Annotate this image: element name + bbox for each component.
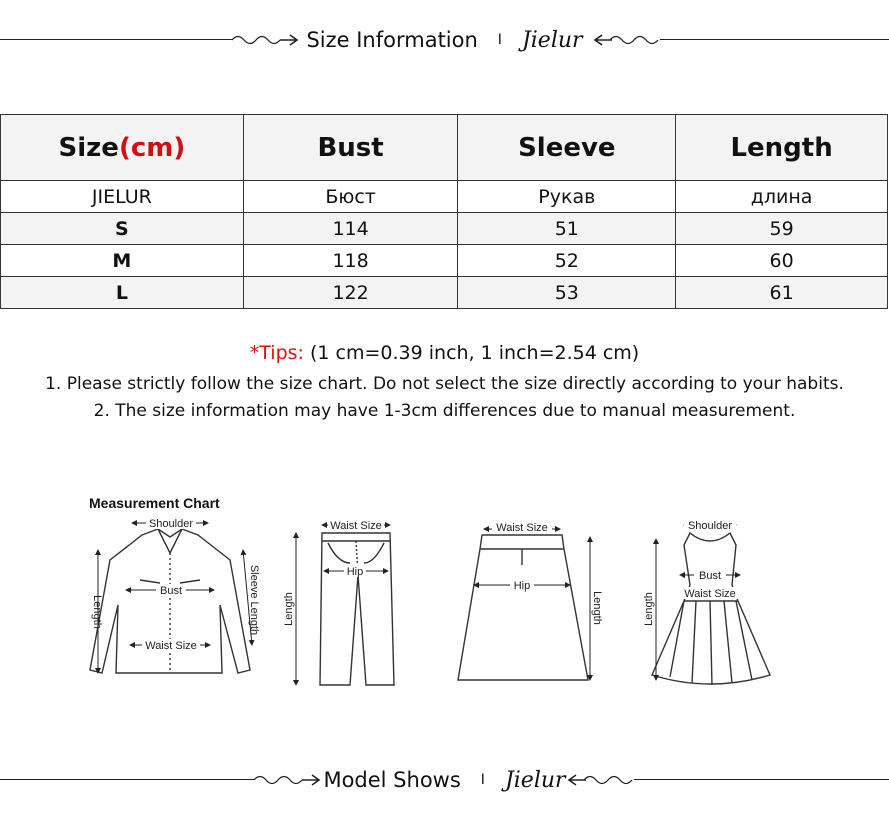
table-row <box>1 277 888 309</box>
table-row <box>1 213 888 245</box>
pants-hip-label: Hip <box>346 566 364 578</box>
table-cell: 52 <box>458 245 676 277</box>
table-cell: 61 <box>676 277 888 309</box>
skirt-illustration <box>458 535 588 680</box>
model-shows-banner <box>0 760 889 800</box>
table-cell: JIELUR <box>1 181 244 213</box>
brand-logo: Jielur <box>504 767 566 793</box>
shirt-sleeve-label: Sleeve Length <box>248 564 260 636</box>
column-header-size <box>1 115 244 181</box>
column-header-length: Length <box>676 115 888 181</box>
pants-length-label: Length <box>283 592 295 626</box>
size-table <box>0 114 888 309</box>
shirt-shoulder-label: Shoulder <box>148 518 194 530</box>
banner-title: Model Shows <box>323 768 461 792</box>
pants-waist-label: Waist Size <box>330 520 382 532</box>
ornament-right-icon <box>592 30 662 50</box>
dress-shoulder-label: Shoulder <box>687 520 733 532</box>
tips-line <box>0 342 889 364</box>
banner-text <box>0 760 889 800</box>
tips-label: *Tips: <box>249 342 304 364</box>
measurement-chart <box>80 505 800 705</box>
banner-rule-right <box>660 39 889 40</box>
table-cell: 53 <box>458 277 676 309</box>
table-cell: Бюст <box>243 181 458 213</box>
shirt-bust-label: Bust <box>159 585 183 597</box>
measurement-chart-title: Measurement Chart <box>89 495 220 511</box>
column-header-size-label: Size <box>58 132 119 163</box>
table-cell: 122 <box>243 277 458 309</box>
table-cell: Рукав <box>458 181 676 213</box>
shirt-waist-label: Waist Size <box>145 640 197 652</box>
size-cell: M <box>1 245 244 277</box>
table-cell: 114 <box>243 213 458 245</box>
column-header-unit: (cm) <box>118 132 186 163</box>
tips-conversion: (1 cm=0.39 inch, 1 inch=2.54 cm) <box>310 342 640 364</box>
table-cell: длина <box>676 181 888 213</box>
skirt-measurements <box>474 529 590 680</box>
table-cell: 59 <box>676 213 888 245</box>
brand-logo: Jielur <box>521 27 583 53</box>
tip-note-1: 1. Please strictly follow the size chart. Do not select the size directly according to your habits. <box>45 374 844 394</box>
translation-row <box>1 181 888 213</box>
size-cell: S <box>1 213 244 245</box>
skirt-waist-label: Waist Size <box>496 522 548 534</box>
dress-waist-label: Waist Size <box>684 588 736 600</box>
table-cell: 118 <box>243 245 458 277</box>
pants-measurements <box>296 525 390 685</box>
banner-title: Size Information <box>306 28 478 52</box>
skirt-length-label: Length <box>591 591 603 625</box>
column-header-sleeve: Sleeve <box>458 115 676 181</box>
size-cell: L <box>1 277 244 309</box>
dress-bust-label: Bust <box>698 570 722 582</box>
dress-length-label: Length <box>643 592 655 626</box>
dress-measurements <box>656 525 740 680</box>
ornament-right-icon <box>566 770 636 790</box>
pants-illustration <box>320 533 394 685</box>
banner-rule-right <box>634 779 889 780</box>
shirt-length-label: Length <box>91 595 103 629</box>
table-cell: 51 <box>458 213 676 245</box>
size-information-banner <box>0 20 889 60</box>
tip-note-2: 2. The size information may have 1-3cm differences due to manual measurement. <box>93 401 796 421</box>
table-row <box>1 245 888 277</box>
banner-separator: I <box>480 772 485 788</box>
banner-separator: I <box>497 32 502 48</box>
column-header-bust: Bust <box>243 115 458 181</box>
dress-illustration <box>652 533 770 685</box>
table-cell: 60 <box>676 245 888 277</box>
table-header-row <box>1 115 888 181</box>
banner-text <box>0 20 889 60</box>
skirt-hip-label: Hip <box>513 580 531 592</box>
